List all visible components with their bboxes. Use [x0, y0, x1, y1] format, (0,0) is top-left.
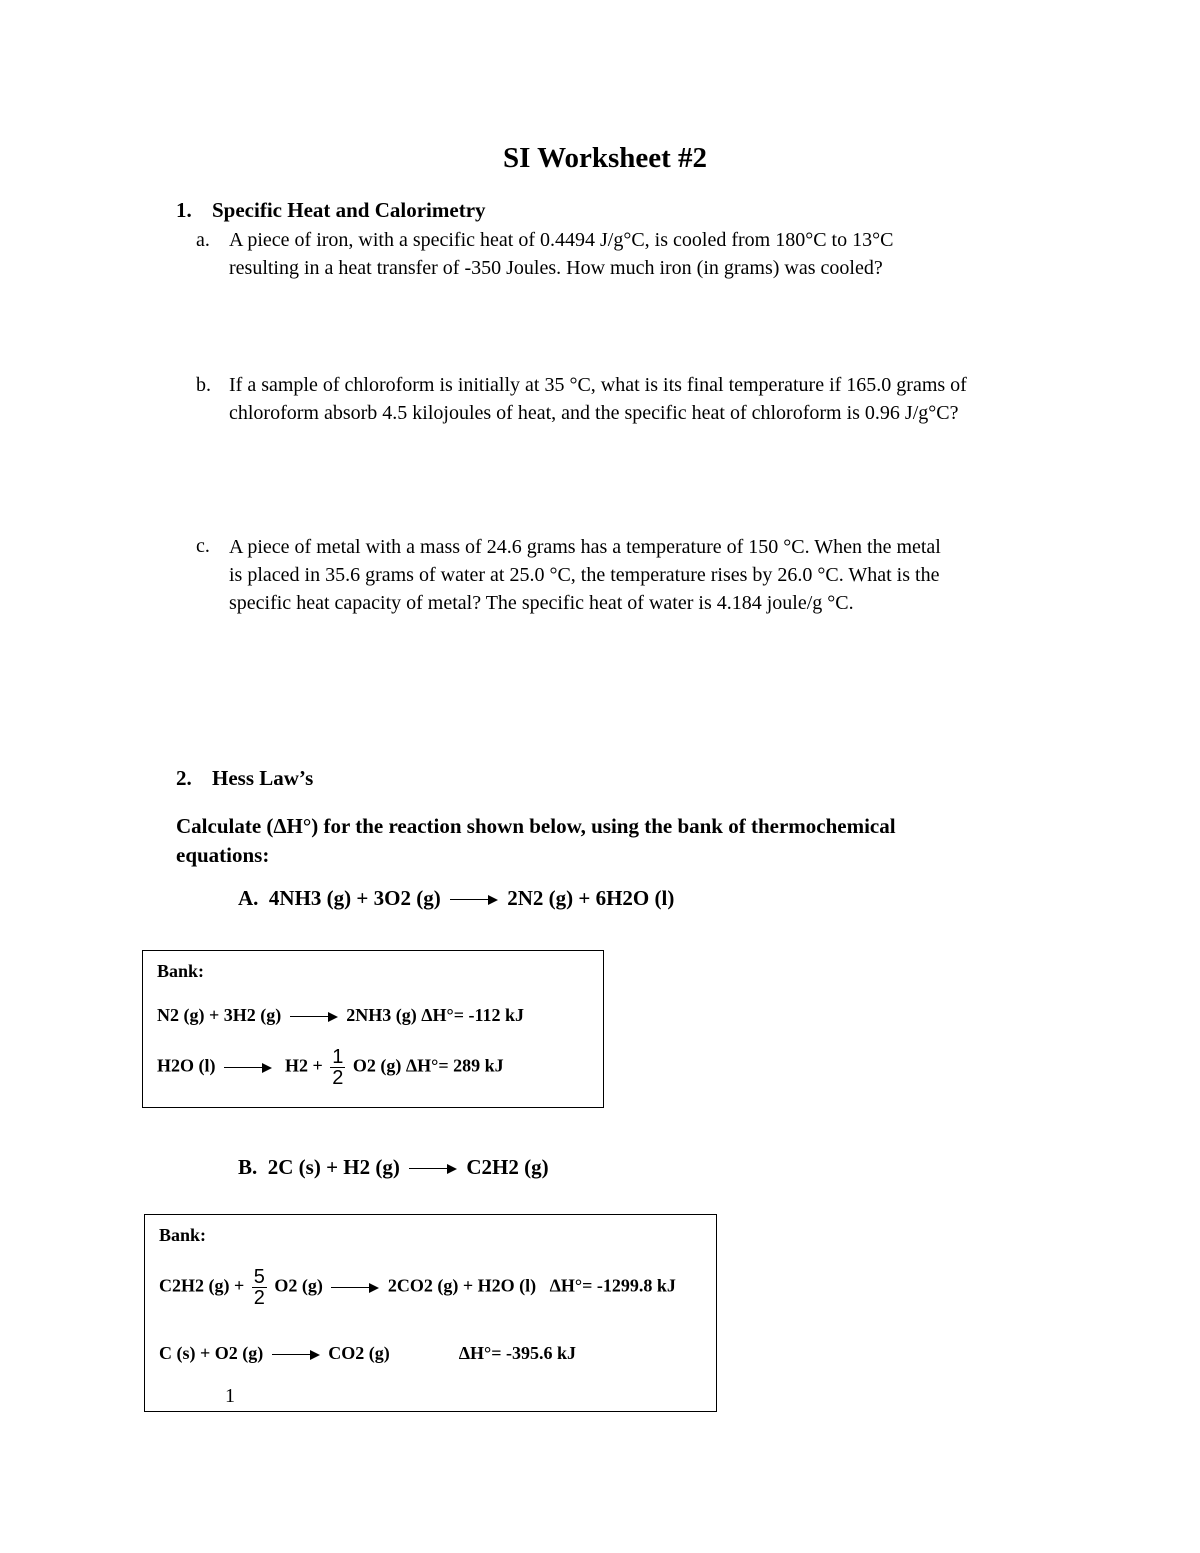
question-letter: b.	[196, 374, 211, 396]
bank-label: Bank:	[157, 961, 205, 981]
section-2-number: 2.	[176, 766, 192, 790]
question-text-line: chloroform absorb 4.5 kilojoules of heat, and the specific heat of chloroform is 0.96 J/g°C?	[229, 402, 959, 424]
reaction-reactants: 4NH3 (g) + 3O2 (g)	[268, 886, 441, 910]
instruction-line: Calculate (ΔH°) for the reaction shown below, using the bank of thermochemical	[176, 814, 896, 838]
bank-box-a	[142, 950, 604, 1108]
page-title: SI Worksheet #2	[502, 142, 708, 174]
arrow-icon	[409, 1164, 457, 1174]
question-text-line: resulting in a heat transfer of -350 Joules. How much iron (in grams) was cooled?	[229, 257, 883, 279]
bank-label: Bank:	[159, 1225, 207, 1245]
bank-equation: C2H2 (g) + $\frac{5}{2}$ O2 (g) 2CO2 (g) + H2O (l) ΔH°= -1299.8 kJ	[159, 1266, 676, 1309]
reaction-products: 2N2 (g) + 6H2O (l)	[507, 886, 675, 910]
instruction-line: equations:	[176, 843, 270, 867]
question-letter: c.	[196, 535, 210, 557]
question-text-line: A piece of metal with a mass of 24.6 grams has a temperature of 150 °C. When the metal	[229, 536, 941, 558]
arrow-icon	[450, 895, 498, 905]
question-letter: a.	[196, 229, 210, 251]
bank-equation: N2 (g) + 3H2 (g) 2NH3 (g) ΔH°= -112 kJ	[157, 1005, 524, 1025]
question-text-line: specific heat capacity of metal? The specific heat of water is 4.184 joule/g °C.	[229, 592, 854, 614]
question-text-line: is placed in 35.6 grams of water at 25.0 °C, the temperature rises by 26.0 °C. What is the	[229, 564, 940, 586]
reaction-b	[238, 1155, 549, 1180]
reaction-a	[238, 886, 674, 911]
reaction-label: B.	[238, 1155, 258, 1179]
reaction-products: C2H2 (g)	[466, 1155, 549, 1179]
section-1-number: 1.	[176, 198, 192, 222]
bank-equation: H2O (l) H2 + $\frac{1}{2}$ O2 (g) ΔH°= 289 kJ	[157, 1046, 504, 1089]
arrow-icon	[331, 1283, 379, 1293]
arrow-icon	[290, 1012, 338, 1022]
reaction-reactants: 2C (s) + H2 (g)	[267, 1155, 400, 1179]
bank-box-b	[144, 1214, 717, 1412]
question-text-line: A piece of iron, with a specific heat of 0.4494 J/g°C, is cooled from 180°C to 13°C	[229, 229, 894, 251]
arrow-icon	[224, 1063, 272, 1073]
section-2-heading: Hess Law’s	[212, 766, 314, 790]
bank-equation: C (s) + O2 (g) CO2 (g) ΔH°= -395.6 kJ	[159, 1343, 576, 1363]
fraction: $\frac{5}{2}$	[253, 1266, 265, 1309]
question-text-line: If a sample of chloroform is initially at 35 °C, what is its final temperature if 165.0 grams of	[229, 374, 967, 396]
reaction-label: A.	[238, 886, 259, 910]
fraction: $\frac{1}{2}$	[332, 1046, 344, 1089]
partial-fraction-numerator: 1	[225, 1385, 235, 1407]
arrow-icon	[272, 1350, 320, 1360]
section-1-heading: Specific Heat and Calorimetry	[212, 198, 486, 222]
